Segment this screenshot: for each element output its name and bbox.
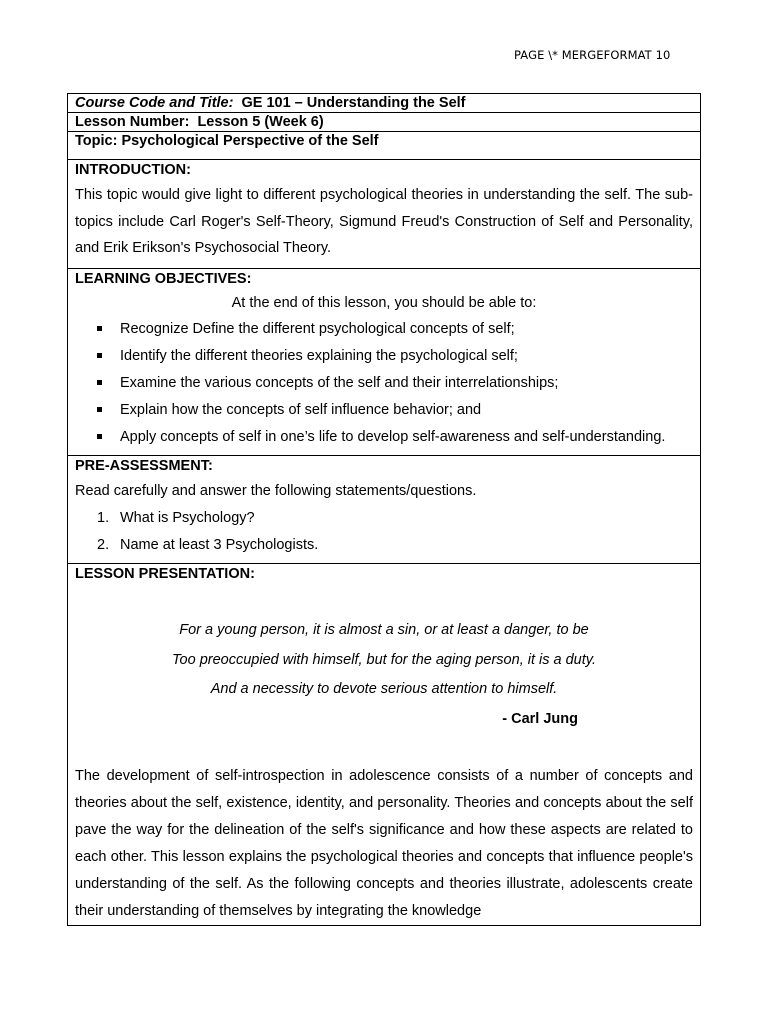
list-item bbox=[75, 316, 693, 343]
list-item bbox=[75, 532, 693, 559]
objective-text: Examine the various concepts of the self and their interrelationships; bbox=[120, 375, 559, 391]
course-code-label: Course Code and Title: bbox=[75, 95, 234, 111]
introduction-section bbox=[68, 160, 700, 269]
list-item bbox=[75, 397, 693, 424]
introduction-title: INTRODUCTION: bbox=[75, 162, 191, 178]
lesson-number-row bbox=[68, 113, 700, 132]
objectives-list bbox=[75, 316, 693, 451]
list-item bbox=[75, 505, 693, 532]
bullet-square-icon bbox=[97, 353, 102, 358]
lesson-body-text: The development of self-introspection in adolescence consists of a number of concepts and theories about the self, existence, identity, and personality. Theories and concepts about the self pave the way for the delineation of the self's significance and how these aspects are related to each other. This lesson explains the psychological theories and concepts that influence people's understanding of the self. As the following concepts and theories illustrate, adolescents create their understanding of themselves by integrating the knowledge bbox=[75, 768, 693, 919]
question-number: 1. bbox=[97, 510, 110, 526]
quote-block bbox=[75, 583, 693, 734]
list-item bbox=[75, 343, 693, 370]
quote-line: Too preoccupied with himself, but for the aging person, it is a duty. bbox=[172, 651, 596, 668]
page-header-field: PAGE \* MERGEFORMAT 10 bbox=[514, 48, 671, 62]
lesson-presentation-section bbox=[68, 564, 700, 925]
quote-line: For a young person, it is almost a sin, or at least a danger, to be bbox=[179, 622, 589, 638]
pre-assessment-instruction: Read carefully and answer the following statements/questions. bbox=[75, 483, 477, 499]
objective-text: Identify the different theories explaining the psychological self; bbox=[120, 348, 518, 364]
question-text: Name at least 3 Psychologists. bbox=[120, 537, 319, 553]
objective-text: Recognize Define the different psychological concepts of self; bbox=[120, 321, 515, 337]
pre-assessment-title: PRE-ASSESSMENT: bbox=[75, 458, 213, 474]
objective-text: Apply concepts of self in one’s life to develop self-awareness and self-understanding. bbox=[120, 429, 666, 445]
quote-author: - Carl Jung bbox=[502, 710, 578, 727]
bullet-square-icon bbox=[97, 407, 102, 412]
objectives-section bbox=[68, 269, 700, 457]
questions-list bbox=[75, 505, 693, 559]
objectives-lead: At the end of this lesson, you should be able to: bbox=[231, 294, 537, 311]
topic-row bbox=[68, 132, 700, 160]
objective-text: Explain how the concepts of self influence behavior; and bbox=[120, 402, 482, 418]
quote-line: And a necessity to devote serious attention to himself. bbox=[210, 681, 558, 697]
course-code-value: GE 101 – Understanding the Self bbox=[241, 95, 466, 111]
lesson-table bbox=[67, 93, 701, 926]
topic-title: Topic: Psychological Perspective of the Self bbox=[75, 133, 379, 149]
introduction-text: This topic would give light to different psychological theories in understanding the self. The sub-topics include Carl Roger's Self-Theory, Sigmund Freud's Construction of Self and Personality, and Erik Erikson's Psychosocial Theory. bbox=[75, 187, 693, 256]
pre-assessment-section bbox=[68, 456, 700, 564]
lesson-number-label: Lesson Number: bbox=[75, 114, 190, 130]
bullet-square-icon bbox=[97, 380, 102, 385]
list-item bbox=[75, 424, 693, 451]
course-code-row bbox=[68, 94, 700, 113]
bullet-square-icon bbox=[97, 326, 102, 331]
question-number: 2. bbox=[97, 537, 110, 553]
question-text: What is Psychology? bbox=[120, 510, 255, 526]
lesson-number-value: Lesson 5 (Week 6) bbox=[197, 114, 324, 130]
objectives-title: LEARNING OBJECTIVES: bbox=[75, 270, 252, 287]
lesson-presentation-title: LESSON PRESENTATION: bbox=[75, 566, 255, 582]
list-item bbox=[75, 370, 693, 397]
bullet-square-icon bbox=[97, 434, 102, 439]
